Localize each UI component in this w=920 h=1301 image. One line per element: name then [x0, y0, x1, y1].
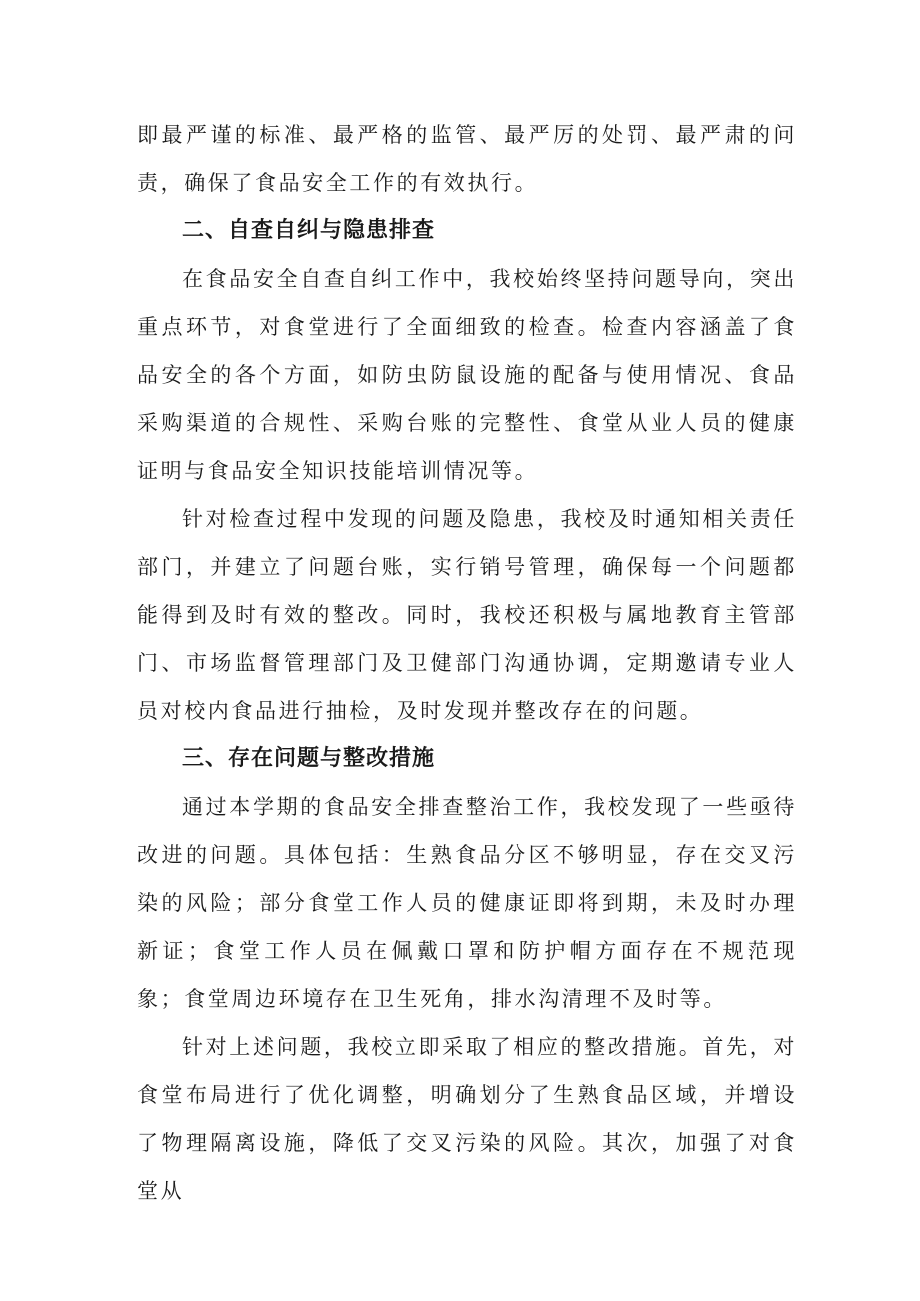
section-heading-3: 三、存在问题与整改措施 — [182, 746, 436, 771]
paragraph-hazard-handling: 针对检查过程中发现的问题及隐患，我校及时通知相关责任部门，并建立了问题台账，实行销号管理，确保每一个问题都能得到及时有效的整改。同时，我校还积极与属地教育主管部门、市场监督管理部门及卫健部门沟通协调，定期邀请专业人员对校内食品进行抽检，及时发现并整改存在的问题。 — [137, 507, 797, 723]
section-heading-2: 二、自查自纠与隐患排查 — [182, 218, 436, 243]
paragraph-measures: 针对上述问题，我校立即采取了相应的整改措施。首先，对食堂布局进行了优化调整，明确划分了生熟食品区域，并增设了物理隔离设施，降低了交叉污染的风险。其次，加强了对食堂从 — [137, 1035, 797, 1203]
document-body — [137, 111, 797, 1215]
paragraph-continuation: 即最严谨的标准、最严格的监管、最严厉的处罚、最严肃的问责，确保了食品安全工作的有效执行。 — [137, 123, 797, 195]
paragraph-self-inspection: 在食品安全自查自纠工作中，我校始终坚持问题导向，突出重点环节，对食堂进行了全面细致的检查。检查内容涵盖了食品安全的各个方面，如防虫防鼠设施的配备与使用情况、食品采购渠道的合规性、采购台账的完整性、食堂从业人员的健康证明与食品安全知识技能培训情况等。 — [137, 267, 797, 483]
paragraph-problems: 通过本学期的食品安全排查整治工作，我校发现了一些亟待改进的问题。具体包括：生熟食品分区不够明显，存在交叉污染的风险；部分食堂工作人员的健康证即将到期，未及时办理新证；食堂工作人员在佩戴口罩和防护帽方面存在不规范现象；食堂周边环境存在卫生死角，排水沟清理不及时等。 — [137, 795, 797, 1011]
